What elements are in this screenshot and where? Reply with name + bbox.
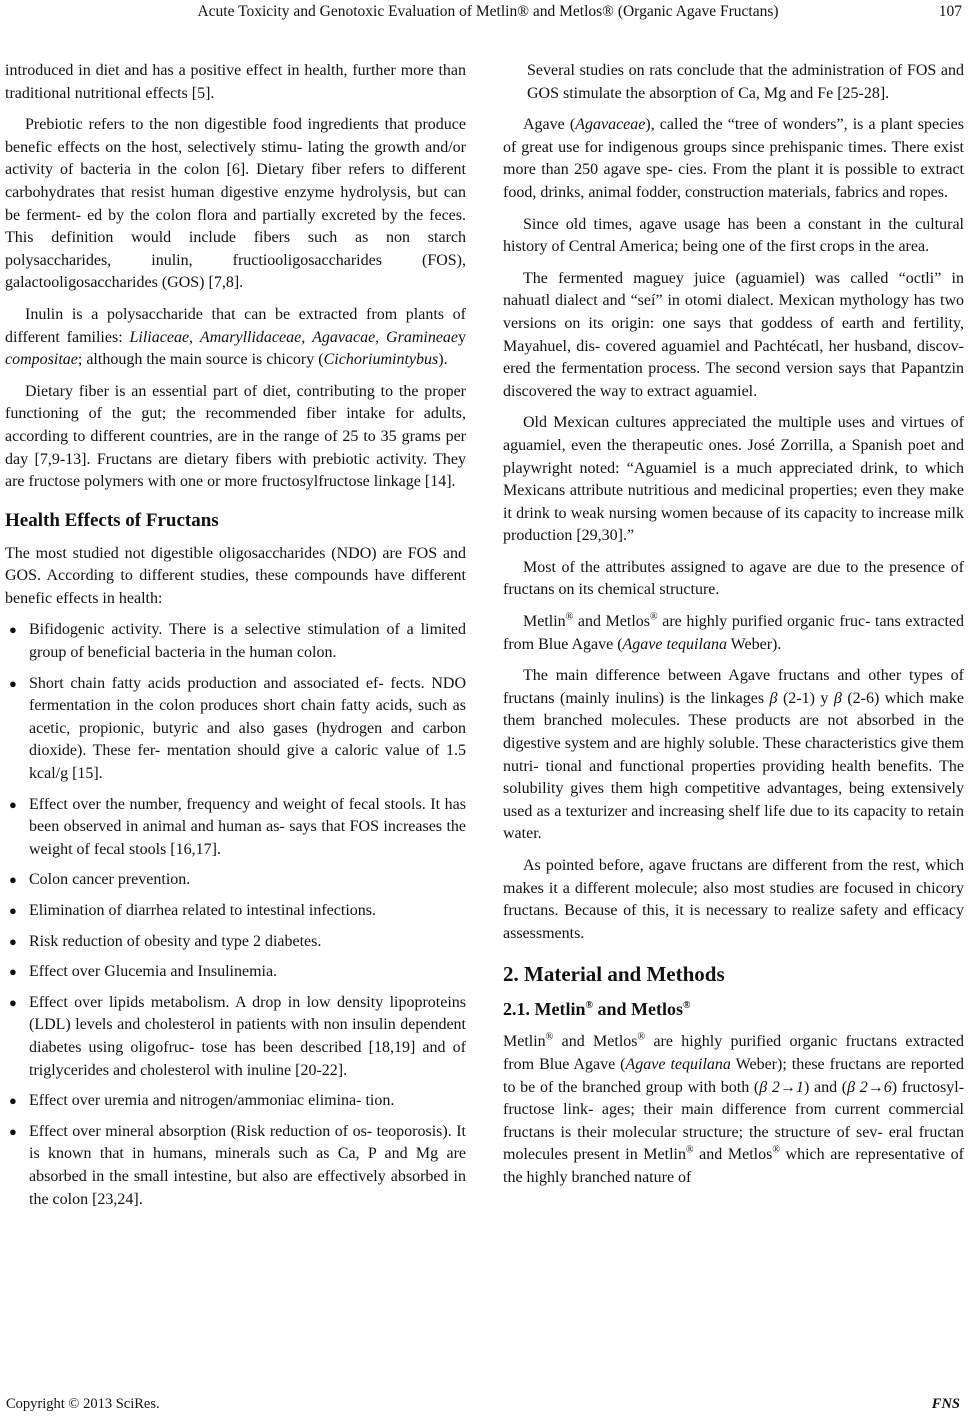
paragraph: Metlin® and Metlos® are highly purified organic fruc- tans extracted from Blue Agave (Agave tequilana Weber). (503, 611, 964, 653)
running-header (0, 0, 968, 34)
bullet-icon: ● (9, 1093, 17, 1109)
list-item: ● Colon cancer prevention. (5, 869, 466, 892)
list-item: ● Bifidogenic activity. There is a selective stimulation of a limited group of beneficial bacteria in the human colon. (9, 621, 466, 662)
paragraph: Prebiotic refers to the non digestible food ingredients that produce benefic effects on the host, selectively stimu- lating the growth and/or activity of bacteria in the colon [6]. Dietary fiber refers to different carbohydrates that resist human digestive enzyme hydrolysis, but can be ferment- ed by the colon flora and partially excreted by the feces. This definition would include fibers such as non starch polysaccharides, inulin, fructiooligosaccharides (FOS), galactooligosaccharides (GOS) [7,8]. (5, 116, 466, 292)
paragraph: Dietary fiber is an essential part of diet, contributing to the proper functioning of the gut; the recommended fiber intake for adults, according to different countries, are in the range of 25 to 35 grams per day [7,9-13]. Fructans are dietary fibers with prebiotic activity. They are fructose polymers with one or more fructosylfructose linkage [14]. (5, 382, 466, 491)
section-heading: 2. Material and Methods (503, 962, 725, 987)
bullet-list (5, 619, 466, 1211)
list-item: ● Effect over the number, frequency and weight of fecal stools. It has been observed in animal and human as- says that FOS increases the weight of fecal stools [16,17]. (9, 795, 466, 858)
list-item: ● Risk reduction of obesity and type 2 diabetes. (5, 931, 466, 954)
running-title: Acute Toxicity and Genotoxic Evaluation of Metlin® and Metlos® (Organic Agave Fructans) (197, 3, 779, 20)
bullet-icon: ● (9, 994, 17, 1010)
section-heading: Health Effects of Fructans (5, 509, 219, 531)
paragraph: The main difference between Agave fructans and other types of fructans (mainly inulins) is the linkages β (2-1) y β (2-6) which make them branched molecules. These products are not absorbed in the digestive system and are highly soluble. These characteristics give them nutri- tional and functional properties providing health benefits. The solubility gives them high competitive advantages, being extensively used as a texturizer and increasing shelf life due to its capacity to retain water. (503, 667, 964, 843)
bullet-icon: ● (9, 903, 17, 918)
page-number: 107 (938, 3, 962, 20)
bullet-icon: ● (9, 622, 17, 638)
bullet-icon: ● (9, 1123, 17, 1139)
paragraph: introduced in diet and has a positive effect in health, further more than traditional nutritional effects [5]. (5, 62, 466, 102)
left-column (5, 60, 466, 1220)
list-item: ● Elimination of diarrhea related to intestinal infections. (5, 900, 466, 923)
paragraph: Old Mexican cultures appreciated the multiple uses and virtues of aguamiel, even the therapeutic ones. José Zorrilla, a Spanish poet and playwright noted: “Aguamiel is a much appreciated drink, to which Mexicans attribute nutritious and medicinal properties; even they make it drink to weak nursing women because of its capacity to increase milk production [29,30].” (503, 414, 964, 545)
bullet-icon: ● (9, 964, 17, 980)
paragraph: As pointed before, agave fructans are different from the rest, which makes it a different molecule; also most studies are focused in chicory fructans. Because of this, it is necessary to realize safety and efficacy assessments. (503, 857, 964, 942)
paragraph: The fermented maguey juice (aguamiel) was called “octli” in nahuatl dialect and “seí” in otomi dialect. Mexican mythology has two versions on its origin: one says that goddess of earth and fertility, Mayahuel, dis- covered aguamiel and Pachtécatl, her husband, discov- ered the fermentation process. The second version says that Papantzin discovered the way to extract aguamiel. (503, 269, 964, 400)
paragraph: Several studies on rats conclude that the administration of FOS and GOS stimulate the absorption of Ca, Mg and Fe [25-28]. (527, 62, 964, 102)
bullet-icon: ● (9, 933, 17, 949)
journal-abbreviation: FNS (931, 1396, 960, 1412)
right-column (503, 60, 964, 1199)
list-item: ● Short chain fatty acids production and associated ef- fects. NDO fermentation in the colon produces short chain fatty acids, such as acetic, propionic, butyric and also gases (hydrogen and carbon dioxide). These fer- mentation should give a caloric value of 1.5 kcal/g [15]. (9, 674, 466, 783)
list-item: ● Effect over mineral absorption (Risk reduction of os- teoporosis). It is known that in humans, minerals such as Ca, P and Mg are absorbed in the small intestine, but also are effectively absorbed in the colon [23,24]. (9, 1122, 466, 1208)
paragraph: The most studied not digestible oligosaccharides (NDO) are FOS and GOS. According to different studies, these compounds have different benefic effects in health: (5, 544, 466, 607)
paragraph: Since old times, agave usage has been a constant in the cultural history of Central America; being one of the first crops in the area. (503, 215, 964, 256)
paragraph: Inulin is a polysaccharide that can be extracted from plants of different families: Liliaceae, Amaryllidaceae, Agavacae, Gramineaey compositae; although the main source is chicory (Cichoriumintybus). (5, 305, 467, 369)
paragraph: Agave (Agavaceae), called the “tree of wonders”, is a plant species of great use for indigenous groups since prehispanic times. There exist more than 250 agave spe- cies. From the plant it is possible to extract food, drinks, animal fodder, construction materials, fabrics and ropes. (503, 116, 964, 201)
list-item: ● Effect over Glucemia and Insulinemia. (5, 961, 466, 984)
bullet-icon: ● (9, 796, 17, 812)
paragraph: Most of the attributes assigned to agave are due to the presence of fructans on its chemical structure. (503, 558, 964, 599)
subsection-heading: 2.1. Metlin® and Metlos® (503, 999, 691, 1020)
paragraph: Metlin® and Metlos® are highly purified organic fructans extracted from Blue Agave (Agave tequilana Weber); these fructans are reported to be of the branched group with both (β 2→1) and (β 2→6) fructosyl-fructose link- ages; their main difference from current commercial fructans is their molecular structure; the structure of sev- eral fructan molecules present in Metlin® and Metlos® which are representative of the highly branched nature of (503, 1032, 965, 1186)
list-item: ● Effect over uremia and nitrogen/ammoniac elimina- tion. (5, 1090, 466, 1113)
copyright-notice: Copyright © 2013 SciRes. (6, 1396, 160, 1412)
bullet-icon: ● (9, 675, 17, 691)
bullet-icon: ● (9, 872, 17, 888)
list-item: ● Effect over lipids metabolism. A drop in low density lipoproteins (LDL) levels and cholesterol in patients with non insulin dependent diabetes using oligofruc- tose has been described [18,19] and of triglycerides and cholesterol with inuline [20-22]. (9, 993, 466, 1079)
